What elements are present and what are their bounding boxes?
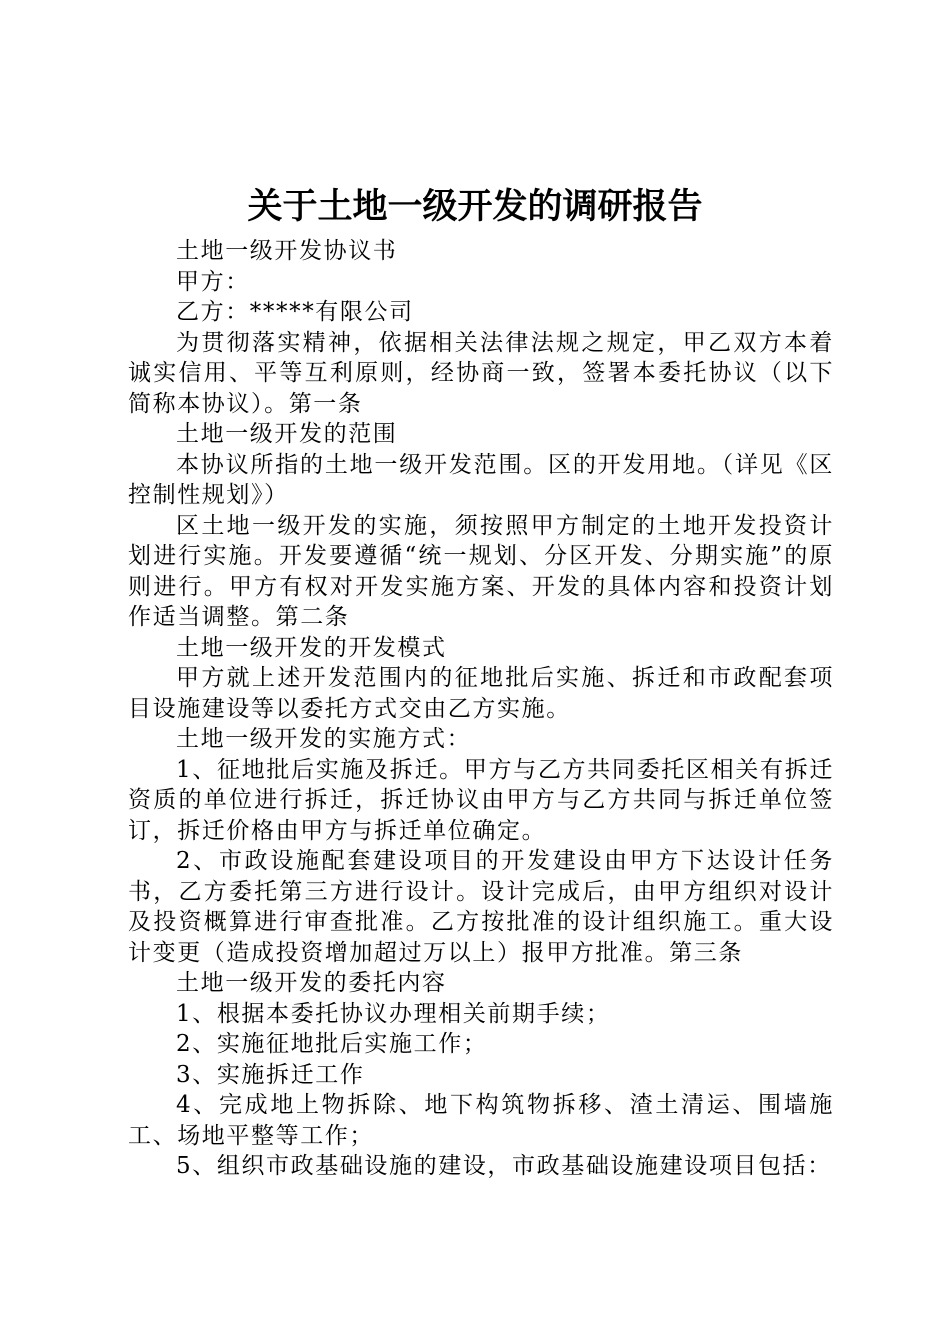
paragraph: 2、实施征地批后实施工作；: [176, 1031, 488, 1057]
document-title: 关于土地一级开发的调研报告: [247, 186, 703, 227]
paragraph: 土地一级开发的范围: [176, 421, 398, 447]
paragraph: 本协议所指的土地一级开发范围。区的开发用地。（详见《区控制性规划》）: [128, 451, 834, 508]
paragraph: 甲方就上述开发范围内的征地批后实施、拆迁和市政配套项目设施建设等以委托方式交由乙方实施。: [128, 665, 834, 722]
paragraph: 土地一级开发协议书: [176, 238, 398, 264]
paragraph: 甲方：: [176, 268, 250, 295]
document-body: [128, 236, 834, 1182]
paragraph: 2、市政设施配套建设项目的开发建设由甲方下达设计任务书，乙方委托第三方进行设计。设计完成后，由甲方组织对设计及投资概算进行审查批准。乙方按批准的设计组织施工。重大设计变更（造成投资增加超过万以上）报甲方批准。第三条: [128, 848, 834, 966]
paragraph: 5、组织市政基础设施的建设，市政基础设施建设项目包括：: [176, 1153, 832, 1179]
paragraph: 3、实施拆迁工作: [176, 1061, 365, 1088]
paragraph: 1、征地批后实施及拆迁。甲方与乙方共同委托区相关有拆迁资质的单位进行拆迁，拆迁协议由甲方与乙方共同与拆迁单位签订，拆迁价格由甲方与拆迁单位确定。: [128, 756, 834, 844]
paragraph: 土地一级开发的实施方式：: [176, 726, 472, 752]
paragraph: 乙方：*****有限公司: [176, 299, 414, 325]
paragraph: 1、根据本委托协议办理相关前期手续；: [176, 1000, 611, 1027]
paragraph: 为贯彻落实精神，依据相关法律法规之规定，甲乙双方本着诚实信用、平等互利原则，经协商一致，签署本委托协议（以下简称本协议）。第一条: [128, 329, 834, 417]
paragraph: 4、完成地上物拆除、地下构筑物拆移、渣土清运、围墙施工、场地平整等工作；: [128, 1092, 834, 1149]
paragraph: 区土地一级开发的实施，须按照甲方制定的土地开发投资计划进行实施。开发要遵循“统一规划、分区开发、分期实施”的原则进行。甲方有权对开发实施方案、开发的具体内容和投资计划作适当调整。第二条: [128, 512, 834, 630]
paragraph: 土地一级开发的开发模式: [176, 634, 447, 661]
paragraph: 土地一级开发的委托内容: [176, 970, 447, 996]
